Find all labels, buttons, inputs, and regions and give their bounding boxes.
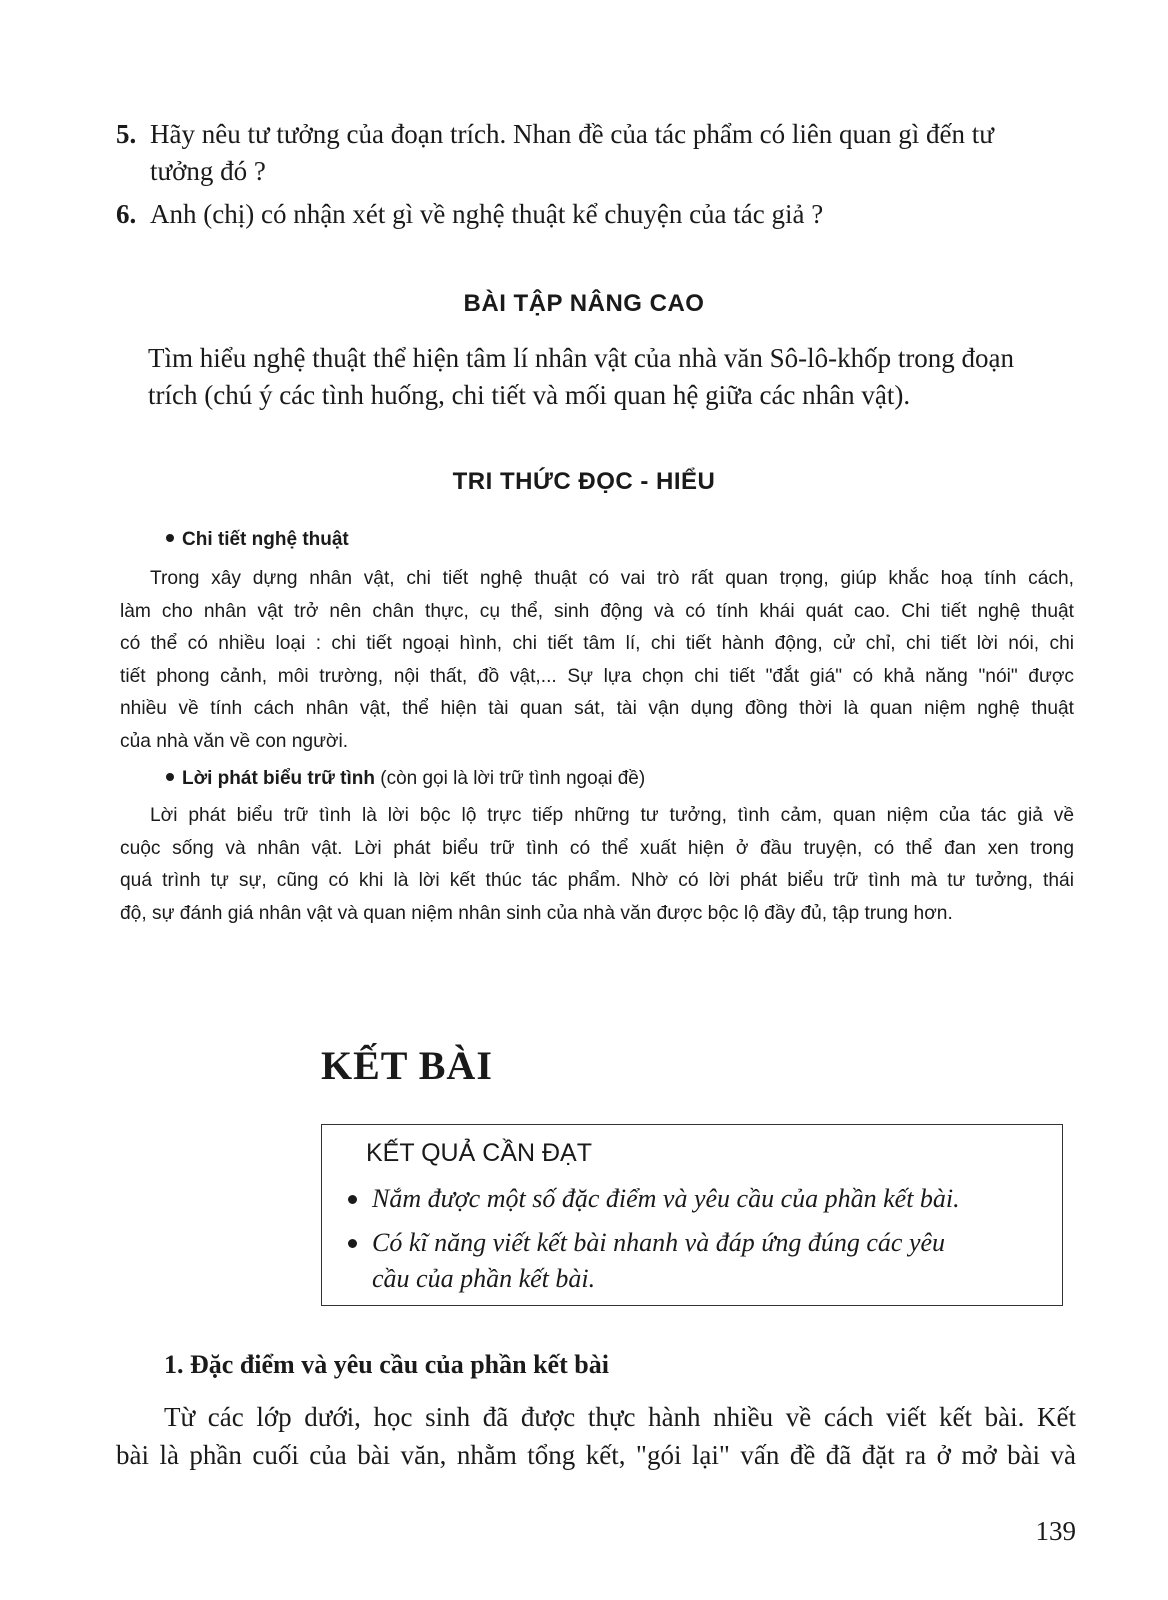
paragraph-line: tiết phong cảnh, môi trường, nội thất, đồ vật,... Sự lựa chọn chi tiết "đắt giá" có khả năng "nói" được <box>120 665 1074 687</box>
goal-item <box>348 1225 1038 1297</box>
paragraph-line: quá trình tự sự, cũng có khi là lời kết thúc tác phẩm. Nhờ có lời phát biểu trữ tình mà tư tưởng, thái <box>120 870 1074 891</box>
goal-item <box>348 1181 1038 1217</box>
paragraph-line: độ, sự đánh giá nhân vật và quan niệm nhân sinh của nhà văn được bộc lộ đầy đủ, tập trung hơn. <box>120 902 953 924</box>
term: Lời phát biểu trữ tình <box>182 768 375 789</box>
advanced-exercise-text <box>148 340 1068 414</box>
section-heading: 1. Đặc điểm và yêu cầu của phần kết bài <box>164 1350 609 1379</box>
question-text: Anh (chị) có nhận xét gì về nghệ thuật kể chuyện của tác giả ? <box>150 199 824 229</box>
knowledge-item-body <box>120 800 1074 930</box>
knowledge-item-body <box>120 563 1074 758</box>
paragraph-line: làm cho nhân vật trở nên chân thực, cụ thể, sinh động và có tính khái quát cao. Chi tiết nghệ thuật <box>120 600 1074 622</box>
knowledge-item-title <box>166 768 645 790</box>
goals-title: KẾT QUẢ CẦN ĐẠT <box>366 1139 592 1167</box>
term-note: (còn gọi là lời trữ tình ngoại đề) <box>380 768 646 789</box>
question-number: 6. <box>116 199 137 229</box>
paragraph-line: Trong xây dựng nhân vật, chi tiết nghệ thuật có vai trò rất quan trọng, giúp khắc hoạ tính cách, <box>150 568 1074 589</box>
paragraph-line: Lời phát biểu trữ tình là lời bộc lộ trực tiếp những tư tưởng, tình cảm, quan niệm của tác giả về <box>150 805 1074 826</box>
advanced-exercise-heading: BÀI TẬP NÂNG CAO <box>463 290 705 317</box>
question-text-continued: tưởng đó ? <box>150 156 266 186</box>
paragraph-line: Từ các lớp dưới, học sinh đã được thực hành nhiều về cách viết kết bài. Kết <box>164 1402 1076 1432</box>
paragraph-line: trích (chú ý các tình huống, chi tiết và mối quan hệ giữa các nhân vật). <box>148 380 911 410</box>
goal-text: cầu của phần kết bài. <box>372 1264 596 1293</box>
section-paragraph <box>116 1398 1076 1474</box>
bullet-icon <box>348 1239 357 1248</box>
paragraph-line: Tìm hiểu nghệ thuật thể hiện tâm lí nhân vật của nhà văn Sô-lô-khốp trong đoạn <box>148 343 1015 373</box>
lesson-title: KẾT BÀI <box>321 1043 493 1088</box>
bullet-icon <box>166 534 174 542</box>
paragraph-line: bài là phần cuối của bài văn, nhằm tổng kết, "gói lại" vấn đề đã đặt ra ở mở bài và <box>116 1440 1076 1470</box>
knowledge-item-title <box>166 529 349 551</box>
bullet-icon <box>166 773 174 781</box>
page-number: 139 <box>1035 1516 1076 1546</box>
paragraph-line: cuộc sống và nhân vật. Lời phát biểu trữ tình có thể xuất hiện ở đầu truyện, có thể đan xen trong <box>120 837 1074 859</box>
paragraph-line: của nhà văn về con người. <box>120 730 349 752</box>
question-number: 5. <box>116 119 137 149</box>
paragraph-line: nhiều về tính cách nhân vật, thể hiện tài quan sát, tài vận dụng đồng thời là quan niệm nghệ thuật <box>120 698 1074 719</box>
learning-goals-box <box>321 1124 1063 1306</box>
goal-text: Nắm được một số đặc điểm và yêu cầu của phần kết bài. <box>372 1184 960 1213</box>
bullet-icon <box>348 1195 357 1204</box>
term: Chi tiết nghệ thuật <box>182 529 349 550</box>
question-5 <box>116 116 1076 190</box>
paragraph-line: có thể có nhiều loại : chi tiết ngoại hình, chi tiết tâm lí, chi tiết hành động, cử chỉ, chi tiết lời nói, chi <box>120 633 1074 654</box>
question-text: Hãy nêu tư tưởng của đoạn trích. Nhan đề của tác phẩm có liên quan gì đến tư <box>150 119 994 149</box>
knowledge-heading: TRI THỨC ĐỌC - HIỂU <box>452 468 716 495</box>
question-6 <box>116 196 1076 233</box>
goal-text: Có kĩ năng viết kết bài nhanh và đáp ứng đúng các yêu <box>372 1228 946 1257</box>
